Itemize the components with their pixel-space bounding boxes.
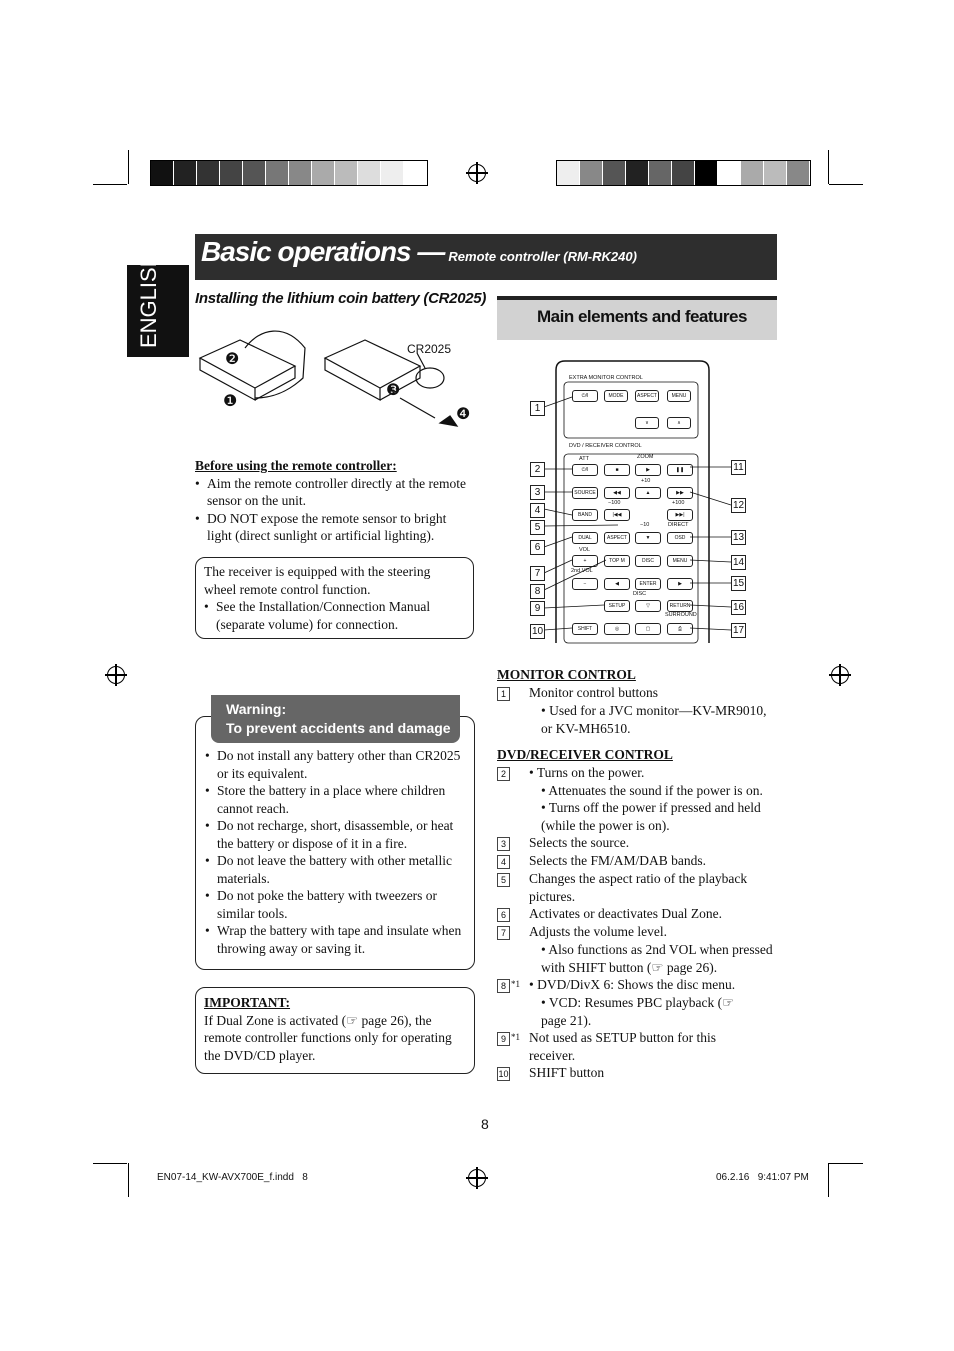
callout-15: 15 [732, 578, 745, 589]
important-title: IMPORTANT: [204, 995, 291, 1010]
callout-9: 9 [530, 601, 545, 616]
battery-installation-illustration [195, 318, 475, 430]
footer-file: EN07-14_KW-AVX700E_f.indd 8 [157, 1172, 308, 1183]
registration-mark [107, 666, 125, 684]
remote-play-button[interactable]: ▶ [635, 464, 661, 476]
warning-title: Warning: To prevent accidents and damage [226, 701, 451, 736]
remote-setup-button[interactable]: SETUP [604, 600, 630, 612]
steering-info-text: The receiver is equipped with the steering wheel remote control function. [204, 564, 431, 597]
remote-disc-up-button[interactable]: DISC [635, 555, 661, 567]
remote-direct-label: DIRECT [668, 522, 689, 528]
step-3-marker: ❸ [386, 382, 401, 399]
remote-aspect-dvd-button[interactable]: ASPECT [604, 532, 630, 544]
important-text: If Dual Zone is activated (☞ page 26), the remote controller functions only for operating the DVD/CD player. [204, 1012, 452, 1063]
remote-monitor-power-button[interactable]: ⏻/I [572, 390, 598, 402]
remote-vol-down-button[interactable]: − [572, 578, 598, 590]
remote-band-button[interactable]: BAND [572, 509, 598, 521]
crop-mark [93, 1163, 127, 1164]
remote-next-button[interactable]: ▶▶| [667, 509, 693, 521]
callout-13: 13 [732, 532, 745, 543]
callout-17: 17 [732, 625, 745, 636]
warning-item: • Do not install any battery other than CR2025 or its equivalent. [205, 747, 467, 782]
remote-up-button[interactable]: ∧ [667, 417, 691, 429]
remote-att-label: ATT [579, 456, 589, 462]
registration-mark [831, 666, 849, 684]
crop-mark [93, 184, 127, 185]
remote-zoom-label: ZOOM [637, 454, 654, 460]
language-tab-label: ENGLISH [136, 251, 161, 348]
warning-list [205, 747, 467, 957]
feature-item: • Used for a JVC monitor—KV-MR9010, or KV-MH6510. [541, 703, 767, 736]
callout-16: 16 [732, 602, 745, 613]
callout-10: 10 [531, 626, 544, 637]
page-subtitle: Remote controller (RM-RK240) [448, 249, 637, 264]
callout-4: 4 [530, 503, 545, 518]
remote-section-label: DVD / RECEIVER CONTROL [569, 443, 642, 449]
remote-right-button[interactable]: ▶ [667, 578, 693, 590]
crop-mark [829, 1163, 863, 1164]
warning-item: • Do not leave the battery with other metallic materials. [205, 852, 467, 887]
remote-function-button[interactable]: ⎙ [667, 623, 693, 635]
remote-down-arrow-button[interactable]: ▼ [635, 532, 661, 544]
step-4-marker: ❹ [456, 406, 471, 423]
dvd-receiver-title: DVD/RECEIVER CONTROL [497, 747, 673, 762]
remote-function-button[interactable]: ◎ [604, 623, 630, 635]
remote-left-button[interactable]: ◀ [604, 578, 630, 590]
remote-function-button[interactable]: ▢ [635, 623, 661, 635]
crop-mark [128, 150, 129, 184]
callout-1: 1 [530, 401, 545, 416]
important-section [204, 994, 466, 1064]
callout-5: 5 [530, 520, 545, 535]
remote-forward-button[interactable]: ▶▶ [667, 487, 693, 499]
warning-item: • Do not recharge, short, disassemble, or heat the battery or dispose of it in a fire. [205, 817, 467, 852]
remote-return-button[interactable]: RETURN [667, 600, 693, 612]
remote-stop-button[interactable]: ■ [604, 464, 630, 476]
remote-minus100-label: −100 [608, 500, 621, 506]
warning-item: • Do not poke the battery with tweezers or similar tools. [205, 887, 467, 922]
remote-plus10-label: +10 [641, 478, 651, 484]
remote-top-menu-button[interactable]: TOP M [604, 555, 630, 567]
remote-vol-label: VOL [579, 547, 591, 553]
remote-plus100-label: +100 [672, 500, 685, 506]
crop-mark [128, 1163, 129, 1197]
before-use-title: Before using the remote controller: [195, 458, 397, 473]
remote-menu-button[interactable]: MENU [667, 390, 691, 402]
remote-down-tri-button[interactable]: ▽ [635, 600, 661, 612]
remote-prev-button[interactable]: |◀◀ [604, 509, 630, 521]
remote-source-button[interactable]: SOURCE [572, 487, 598, 499]
steering-info [204, 563, 466, 633]
step-2-marker: ❷ [225, 351, 240, 368]
callout-12: 12 [732, 500, 745, 511]
before-use-item: • Aim the remote controller directly at the remote sensor on the unit. [195, 475, 470, 510]
remote-minus10-label: −10 [640, 522, 650, 528]
remote-surround-label: SURROUND [665, 612, 697, 618]
callout-14: 14 [732, 557, 745, 568]
remote-enter-button[interactable]: ENTER [635, 578, 661, 590]
install-heading: Installing the lithium coin battery (CR2025) [195, 290, 487, 307]
grayscale-bar-left [150, 160, 428, 186]
remote-up-arrow-button[interactable]: ▲ [635, 487, 661, 499]
remote-shift-button[interactable]: SHIFT [572, 623, 598, 635]
callout-8: 8 [530, 584, 545, 599]
remote-dvd-menu-button[interactable]: MENU [667, 555, 693, 567]
remote-mode-button[interactable]: MODE [604, 390, 628, 402]
crop-mark [828, 150, 829, 184]
callout-3: 3 [530, 485, 545, 500]
crop-mark [828, 1163, 829, 1197]
callout-6: 6 [530, 540, 545, 555]
remote-2nd-vol-label: 2nd VOL [571, 568, 593, 574]
remote-vol-up-button[interactable]: + [572, 555, 598, 567]
remote-down-button[interactable]: ∨ [635, 417, 659, 429]
warning-item: • Store the battery in a place where children cannot reach. [205, 782, 467, 817]
main-elements-heading: Main elements and features [537, 307, 747, 326]
registration-mark [468, 1169, 486, 1187]
page-title: Basic operations — Remote controller (RM-RK240) [201, 236, 637, 267]
crop-mark [829, 184, 863, 185]
step-1-marker: ❶ [223, 393, 238, 410]
before-use-section [195, 457, 470, 545]
remote-disc-down-label: DISC [633, 591, 647, 597]
remote-dual-button[interactable]: DUAL [572, 532, 598, 544]
remote-rewind-button[interactable]: ◀◀ [604, 487, 630, 499]
remote-section-label: EXTRA MONITOR CONTROL [569, 375, 643, 381]
callout-2: 2 [530, 462, 545, 477]
remote-aspect-button[interactable]: ASPECT [635, 390, 659, 402]
battery-type-label: CR2025 [407, 342, 452, 356]
callout-11: 11 [731, 460, 746, 475]
registration-mark [468, 164, 486, 182]
page-number: 8 [481, 1116, 489, 1132]
before-use-item: • DO NOT expose the remote sensor to bright light (direct sunlight or artificial lighting). [195, 510, 470, 545]
grayscale-bar-right [556, 160, 811, 186]
footer-date: 06.2.16 9:41:07 PM [716, 1172, 809, 1183]
steering-info-item: • See the Installation/Connection Manual (separate volume) for connection. [204, 598, 466, 633]
warning-item: • Wrap the battery with tape and insulate when throwing away or saving it. [205, 922, 467, 957]
monitor-control-title: MONITOR CONTROL [497, 667, 636, 682]
remote-pause-button[interactable]: ❚❚ [667, 464, 693, 476]
callout-7: 7 [530, 566, 545, 581]
remote-power-button[interactable]: ⏻/I [572, 464, 598, 476]
remote-osd-button[interactable]: OSD [667, 532, 693, 544]
